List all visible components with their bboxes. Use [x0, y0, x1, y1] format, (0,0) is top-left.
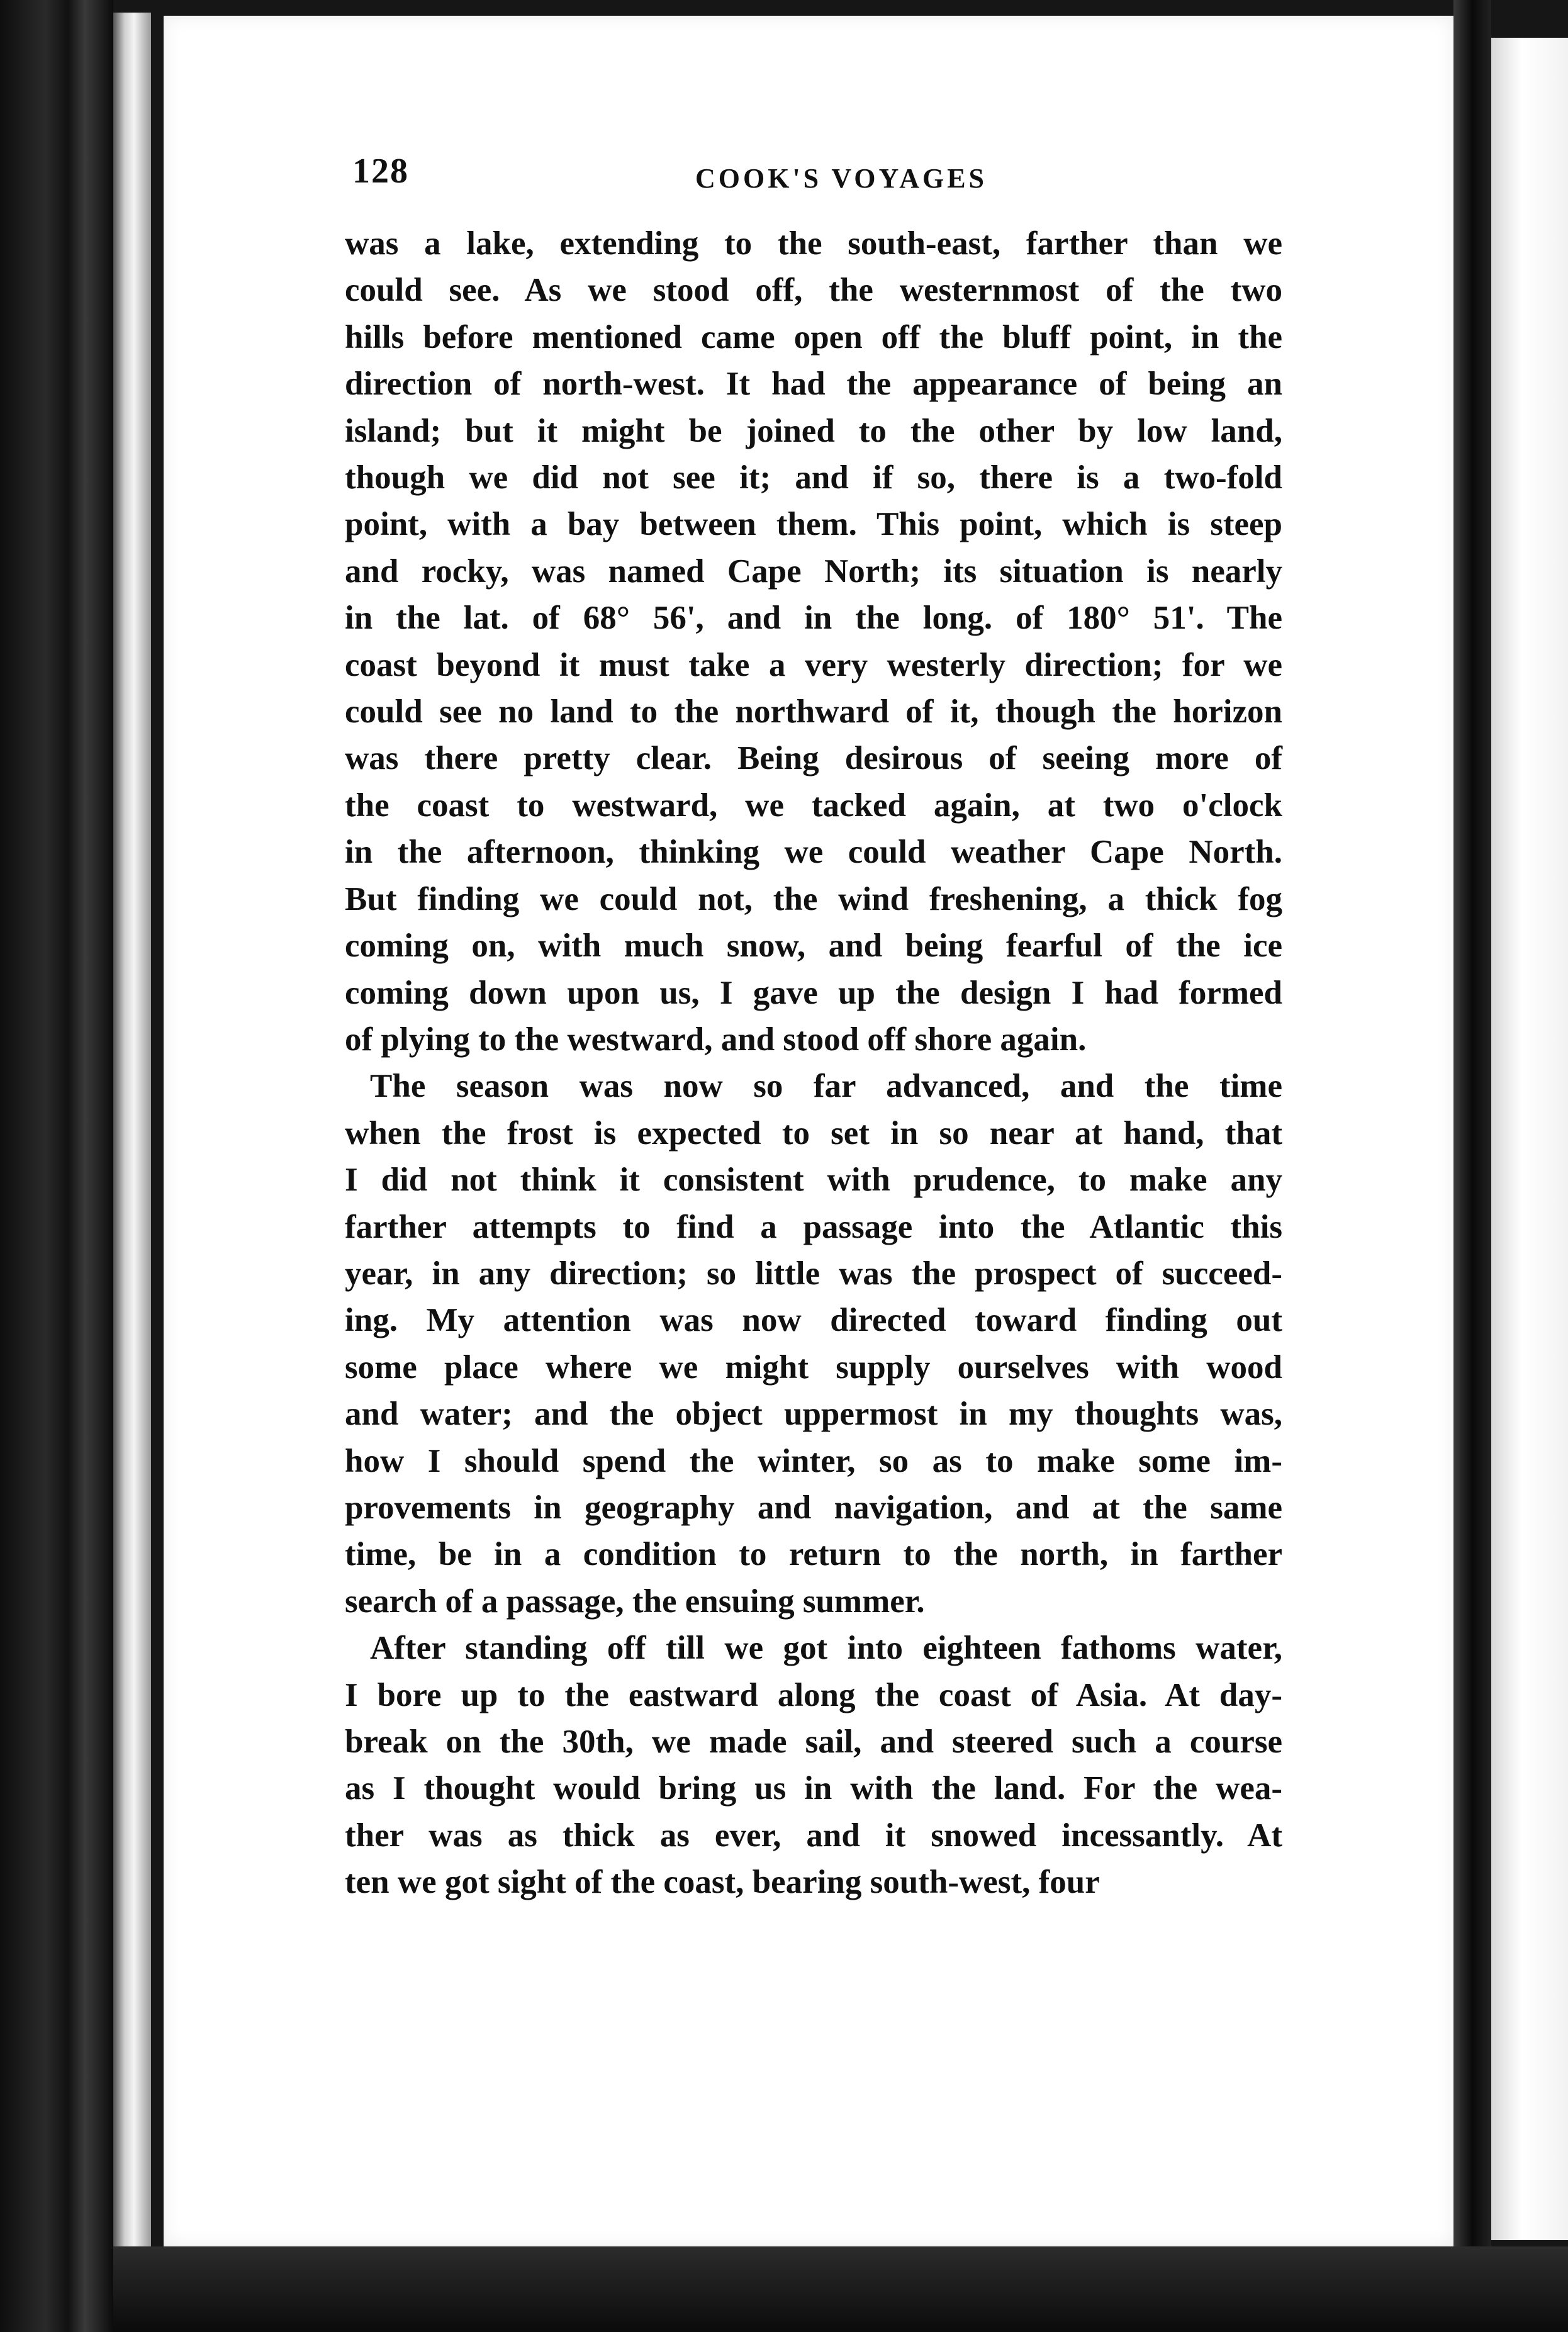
- previous-leaf-edge: [113, 13, 151, 2253]
- book-binding-left: [0, 0, 113, 2332]
- text-line: coming on, with much snow, and being fearful of the ice: [345, 928, 1282, 965]
- text-line: time, be in a condition to return to the north, in farther: [345, 1536, 1282, 1573]
- paragraph-2: [345, 1063, 1282, 1625]
- text-line: ten we got sight of the coast, bearing south-west, four: [345, 1864, 1100, 1901]
- text-line: in the afternoon, thinking we could weather Cape North.: [345, 834, 1282, 871]
- body-text: [345, 220, 1282, 1906]
- text-line: ther was as thick as ever, and it snowed incessantly. At: [345, 1817, 1282, 1854]
- book-gutter-right: [1453, 0, 1491, 2332]
- text-line: could see. As we stood off, the westernmost of the two: [345, 272, 1282, 309]
- text-line: was there pretty clear. Being desirous of seeing more of: [345, 740, 1282, 777]
- text-line: farther attempts to find a passage into the Atlantic this: [345, 1208, 1282, 1245]
- text-line: island; but it might be joined to the other by low land,: [345, 412, 1282, 449]
- text-line: After standing off till we got into eighteen fathoms water,: [370, 1630, 1282, 1667]
- paragraph-3: [345, 1625, 1282, 1905]
- text-line: coast beyond it must take a very westerly direction; for we: [345, 646, 1282, 683]
- text-line: direction of north-west. It had the appearance of being an: [345, 366, 1282, 403]
- scan-bottom-shadow: [113, 2246, 1568, 2332]
- text-line: search of a passage, the ensuing summer.: [345, 1583, 925, 1620]
- text-line: though we did not see it; and if so, there is a two-fold: [345, 459, 1282, 496]
- text-line: in the lat. of 68° 56', and in the long. of 180° 51'. The: [345, 600, 1282, 637]
- paragraph-1: [345, 220, 1282, 1063]
- text-line: and water; and the object uppermost in my thoughts was,: [345, 1396, 1282, 1433]
- text-line: and rocky, was named Cape North; its situation is nearly: [345, 552, 1282, 590]
- text-line: could see no land to the northward of it, though the horizon: [345, 693, 1282, 731]
- running-head: [352, 151, 1296, 208]
- text-line: coming down upon us, I gave up the design I had formed: [345, 974, 1282, 1011]
- text-line: The season was now so far advanced, and the time: [370, 1068, 1282, 1105]
- text-line: was a lake, extending to the south-east, farther than we: [345, 225, 1282, 262]
- running-title: COOK'S VOYAGES: [695, 163, 988, 194]
- text-line: the coast to westward, we tacked again, at two o'clock: [345, 787, 1282, 824]
- text-line: But finding we could not, the wind freshening, a thick fog: [345, 880, 1282, 917]
- text-line: hills before mentioned came open off the bluff point, in the: [345, 318, 1282, 356]
- text-line: as I thought would bring us in with the land. For the wea-: [345, 1770, 1282, 1807]
- text-line: when the frost is expected to set in so near at hand, that: [345, 1114, 1282, 1152]
- page-number: 128: [352, 152, 409, 191]
- text-line: of plying to the westward, and stood off shore again.: [345, 1021, 1087, 1058]
- next-page-edge: [1491, 38, 1568, 2240]
- text-line: some place where we might supply ourselves with wood: [345, 1348, 1282, 1386]
- text-line: break on the 30th, we made sail, and steered such a course: [345, 1724, 1282, 1760]
- text-line: I bore up to the eastward along the coast of Asia. At day-: [345, 1676, 1282, 1713]
- text-line: year, in any direction; so little was the prospect of succeed-: [345, 1255, 1282, 1292]
- text-line: how I should spend the winter, so as to make some im-: [345, 1442, 1282, 1479]
- text-line: provements in geography and navigation, and at the same: [345, 1489, 1282, 1526]
- text-line: ing. My attention was now directed toward finding out: [345, 1302, 1282, 1339]
- text-line: point, with a bay between them. This point, which is steep: [345, 506, 1282, 543]
- text-line: I did not think it consistent with prudence, to make any: [345, 1162, 1282, 1199]
